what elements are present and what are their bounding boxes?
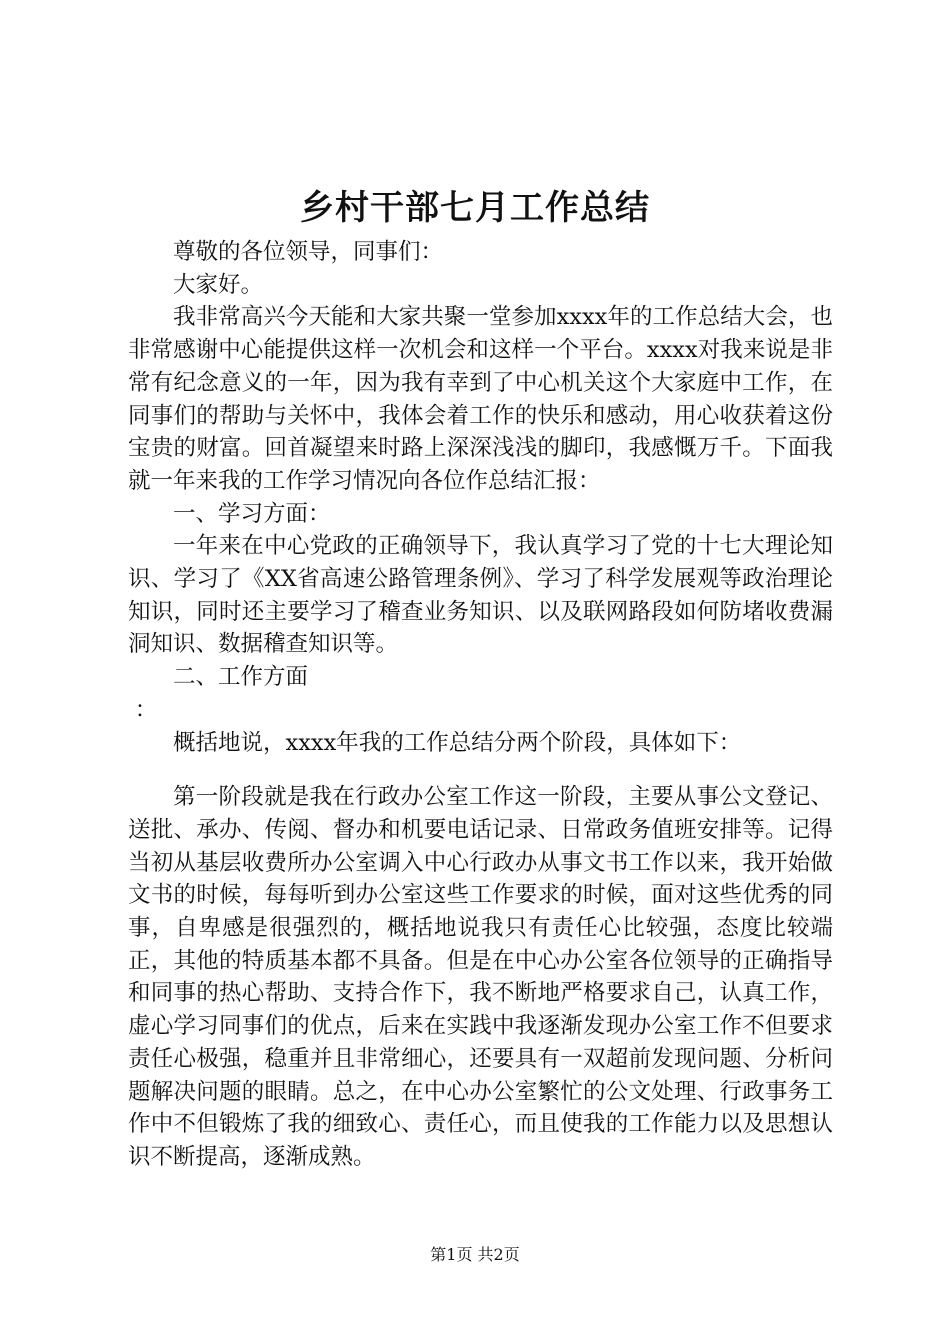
page-footer: 第1页 共2页: [430, 1245, 520, 1264]
stage-one-paragraph: 第一阶段就是我在行政办公室工作这一阶段，主要从事公文登记、送批、承办、传阅、督办和机要电话记录、日常政务值班安排等。记得当初从基层收费所办公室调入中心行政办从事文书工作以来，我开始做文书的时候，每每听到办公室这些工作要求的时候，面对这些优秀的同事，自卑感是很强烈的，概括地说我只有责任心比较强，态度比较端正，其他的特质基本都不具备。但是在中心办公室各位领导的正确指导和同事的热心帮助、支持合作下，我不断地严格要求自己，认真工作，虚心学习同事们的优点，后来在实践中我逐渐发现办公室工作不但要求责任心极强，稳重并且非常细心，还要具有一双超前发现问题、分析问题解决问题的眼睛。总之，在中心办公室繁忙的公文处理、行政事务工作中不但锻炼了我的细致心、责任心，而且使我的工作能力以及思想认识不断提高，逐渐成熟。: [128, 784, 833, 1170]
paragraph-gap: [128, 759, 833, 781]
document-body: [128, 236, 833, 1174]
study-paragraph: 一年来在中心党政的正确领导下，我认真学习了党的十七大理论知识、学习了《XX省高速公路管理条例》、学习了科学发展观等政治理论知识，同时还主要学习了稽查业务知识、以及联网路段如何防堵收费漏洞知识、数据稽查知识等。: [128, 533, 833, 658]
document-title: 乡村干部七月工作总结: [300, 188, 650, 228]
section-heading-work: 二、工作方面: [173, 664, 309, 691]
summary-paragraph: 概括地说，xxxx年我的工作总结分两个阶段，具体如下：: [173, 729, 742, 756]
colon-line: ：: [134, 696, 158, 723]
greeting: 大家好。: [173, 271, 264, 298]
intro-paragraph: 我非常高兴今天能和大家共聚一堂参加xxxx年的工作总结大会，也非常感谢中心能提供这样一次机会和这样一个平台。xxxx对我来说是非常有纪念意义的一年，因为我有幸到了中心机关这个大家庭中工作，在同事们的帮助与关怀中，我体会着工作的快乐和感动，用心收获着这份宝贵的财富。回首凝望来时路上深深浅浅的脚印，我感慨万千。下面我就一年来我的工作学习情况向各位作总结汇报：: [128, 304, 833, 494]
salutation: 尊敬的各位领导，同事们：: [173, 239, 444, 265]
section-heading-study: 一、学习方面：: [173, 500, 331, 527]
